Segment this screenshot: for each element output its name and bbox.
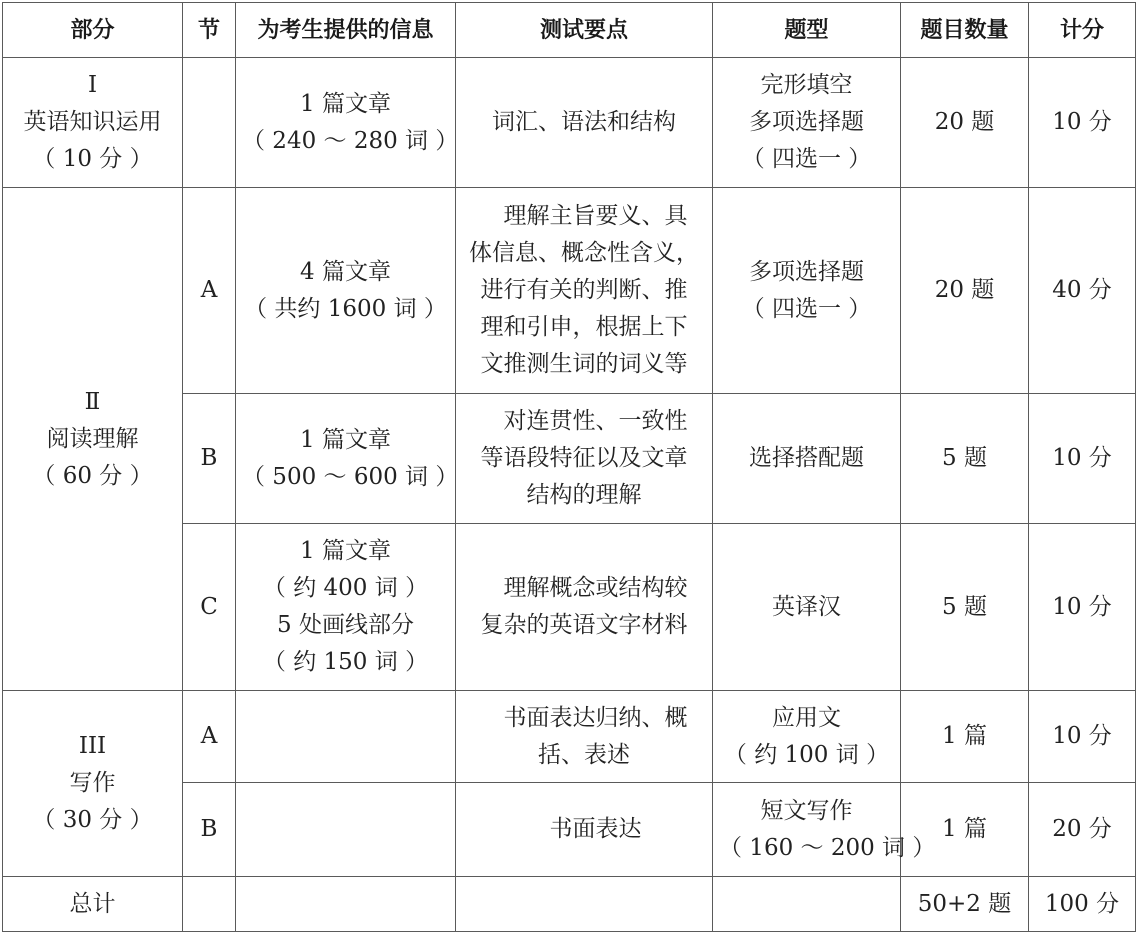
part2-title-cell — [3, 188, 183, 691]
part1-info-cell — [236, 58, 459, 188]
header-test-points: 测试要点 — [456, 3, 713, 58]
header-question-count: 题目数量 — [901, 3, 1029, 58]
part3-b-type-line: （ 160 ～ 200 词 ） — [719, 834, 936, 861]
header-info: 为考生提供的信息 — [236, 3, 456, 58]
part1-type-line: （ 四选一 ） — [741, 146, 872, 172]
part2-a-type-line: （ 四选一 ） — [741, 295, 872, 322]
part2-a-marks-cell: 40 分 — [1029, 188, 1136, 394]
part1-section-cell — [183, 58, 236, 188]
part1-points: 词汇、语法和结构 — [492, 109, 676, 135]
header-part: 部分 — [3, 3, 183, 58]
total-label-cell: 总计 — [3, 877, 183, 932]
part2-b-marks-cell: 10 分 — [1029, 394, 1136, 524]
part2-a-points-line: 理和引申，根据上下 — [480, 314, 688, 340]
part3-b-type-line: 短文写作 — [760, 797, 853, 824]
total-points-cell — [456, 877, 713, 932]
part3-b-type-cell — [713, 783, 936, 877]
part3-score: （ 30 分 ） — [32, 807, 153, 833]
part3-a-type-line: 应用文 — [772, 704, 841, 731]
part3-a-count-cell: 1 篇 — [901, 691, 1029, 783]
part2-b-info-line: （ 500 ～ 600 词 ） — [242, 463, 459, 490]
part2-c-info-line: 1 篇文章 — [300, 538, 391, 564]
part2-b-type-line: 选择搭配题 — [749, 445, 864, 471]
part3-roman: III — [78, 733, 107, 759]
part2-roman: Ⅱ — [84, 388, 101, 415]
part2-c-type-line: 英译汉 — [772, 593, 841, 620]
part3-a-type-line: （ 约 100 词 ） — [723, 741, 890, 768]
exam-structure-table — [2, 2, 1136, 932]
part2-a-points-line: 文推测生词的词义等 — [480, 351, 688, 377]
part3-b-marks-cell: 20 分 — [1029, 783, 1136, 877]
part1-points-cell — [456, 58, 713, 188]
part2-b-points-line: 等语段特征以及文章 — [480, 445, 688, 471]
part1-info-line: 1 篇文章 — [300, 90, 391, 117]
part2-c-info-cell — [236, 524, 456, 691]
part3-b-count-cell: 1 篇 — [901, 783, 1029, 877]
part2-score: （ 60 分 ） — [32, 462, 153, 489]
part3-a-points-line: 括、表述 — [538, 741, 630, 768]
part3-a-points-cell — [456, 691, 713, 783]
part2-name: 阅读理解 — [46, 425, 139, 452]
part2-b-points-line: 结构的理解 — [526, 482, 642, 508]
total-marks-cell: 100 分 — [1029, 877, 1136, 932]
part1-type-line: 完形填空 — [760, 72, 853, 98]
part1-score: （ 10 分 ） — [32, 146, 153, 172]
part2-c-section-cell: C — [183, 524, 236, 691]
part2-a-points-cell — [456, 188, 713, 394]
part1-row — [3, 58, 1136, 188]
part2-a-type-cell — [713, 188, 901, 394]
part3-a-marks-cell: 10 分 — [1029, 691, 1136, 783]
part2-b-points-line: 对连贯性、一致性 — [503, 408, 688, 434]
total-row — [3, 877, 1136, 932]
part2-a-info-cell — [236, 188, 456, 394]
part3-a-points-line: 书面表达归纳、概 — [503, 704, 688, 731]
part1-type-line: 多项选择题 — [749, 109, 864, 135]
total-count-cell: 50+2 题 — [901, 877, 1029, 932]
part3-a-section-cell: A — [183, 691, 236, 783]
part1-info-line: （ 240 ～ 280 词 ） — [242, 127, 459, 154]
part2-a-type-line: 多项选择题 — [749, 258, 864, 285]
part2-b-info-line: 1 篇文章 — [300, 426, 391, 453]
header-score: 计分 — [1029, 3, 1136, 58]
part3-name: 写作 — [69, 770, 116, 796]
part2-a-points-line: 理解主旨要义、具 — [503, 203, 688, 229]
part1-name: 英语知识运用 — [23, 109, 162, 135]
part2-b-points-cell — [456, 394, 713, 524]
header-question-type: 题型 — [713, 3, 901, 58]
part3-a-info-cell — [236, 691, 456, 783]
part2-c-marks-cell: 10 分 — [1029, 524, 1136, 691]
part1-count-cell: 20 题 — [901, 58, 1029, 188]
part2-c-info-line: 5 处画线部分 — [277, 612, 414, 638]
header-section: 节 — [183, 3, 236, 58]
part2-c-info-line: （ 约 150 词 ） — [262, 649, 429, 675]
part1-marks-cell: 10 分 — [1029, 58, 1136, 188]
part3-title-cell — [3, 691, 183, 877]
part2-c-type-cell — [713, 524, 901, 691]
part3-b-points-line: 书面表达 — [549, 816, 642, 842]
part2-c-info-line: （ 约 400 词 ） — [262, 575, 429, 601]
part2-c-points-line: 理解概念或结构较 — [503, 575, 688, 601]
part2-a-section-cell: A — [183, 188, 236, 394]
part3-a-row — [3, 691, 1136, 783]
part1-type-cell — [713, 58, 901, 188]
part2-c-count-cell: 5 题 — [901, 524, 1029, 691]
part1-roman: Ⅰ — [87, 72, 98, 98]
part3-a-type-cell — [713, 691, 901, 783]
part2-a-count-cell: 20 题 — [901, 188, 1029, 394]
part1-title-cell — [3, 58, 183, 188]
part2-c-points-line: 复杂的英语文字材料 — [480, 612, 688, 638]
part2-b-count-cell: 5 题 — [901, 394, 1029, 524]
part2-a-info-line: （ 共约 1600 词 ） — [244, 295, 447, 322]
part3-b-section-cell: B — [183, 783, 236, 877]
part2-b-type-cell — [713, 394, 901, 524]
part2-a-points-line: 进行有关的判断、推 — [480, 277, 688, 303]
part3-b-points-cell — [456, 783, 713, 877]
total-type-cell — [713, 877, 901, 932]
part2-a-info-line: 4 篇文章 — [300, 258, 391, 285]
part2-b-info-cell — [236, 394, 459, 524]
part2-a-row — [3, 188, 1136, 394]
part2-b-section-cell: B — [183, 394, 236, 524]
total-section-cell — [183, 877, 236, 932]
part2-c-points-cell — [456, 524, 713, 691]
part2-a-points-line: 体信息、概念性含义， — [469, 240, 699, 266]
header-row — [3, 3, 1136, 58]
total-info-cell — [236, 877, 456, 932]
part3-b-info-cell — [236, 783, 456, 877]
